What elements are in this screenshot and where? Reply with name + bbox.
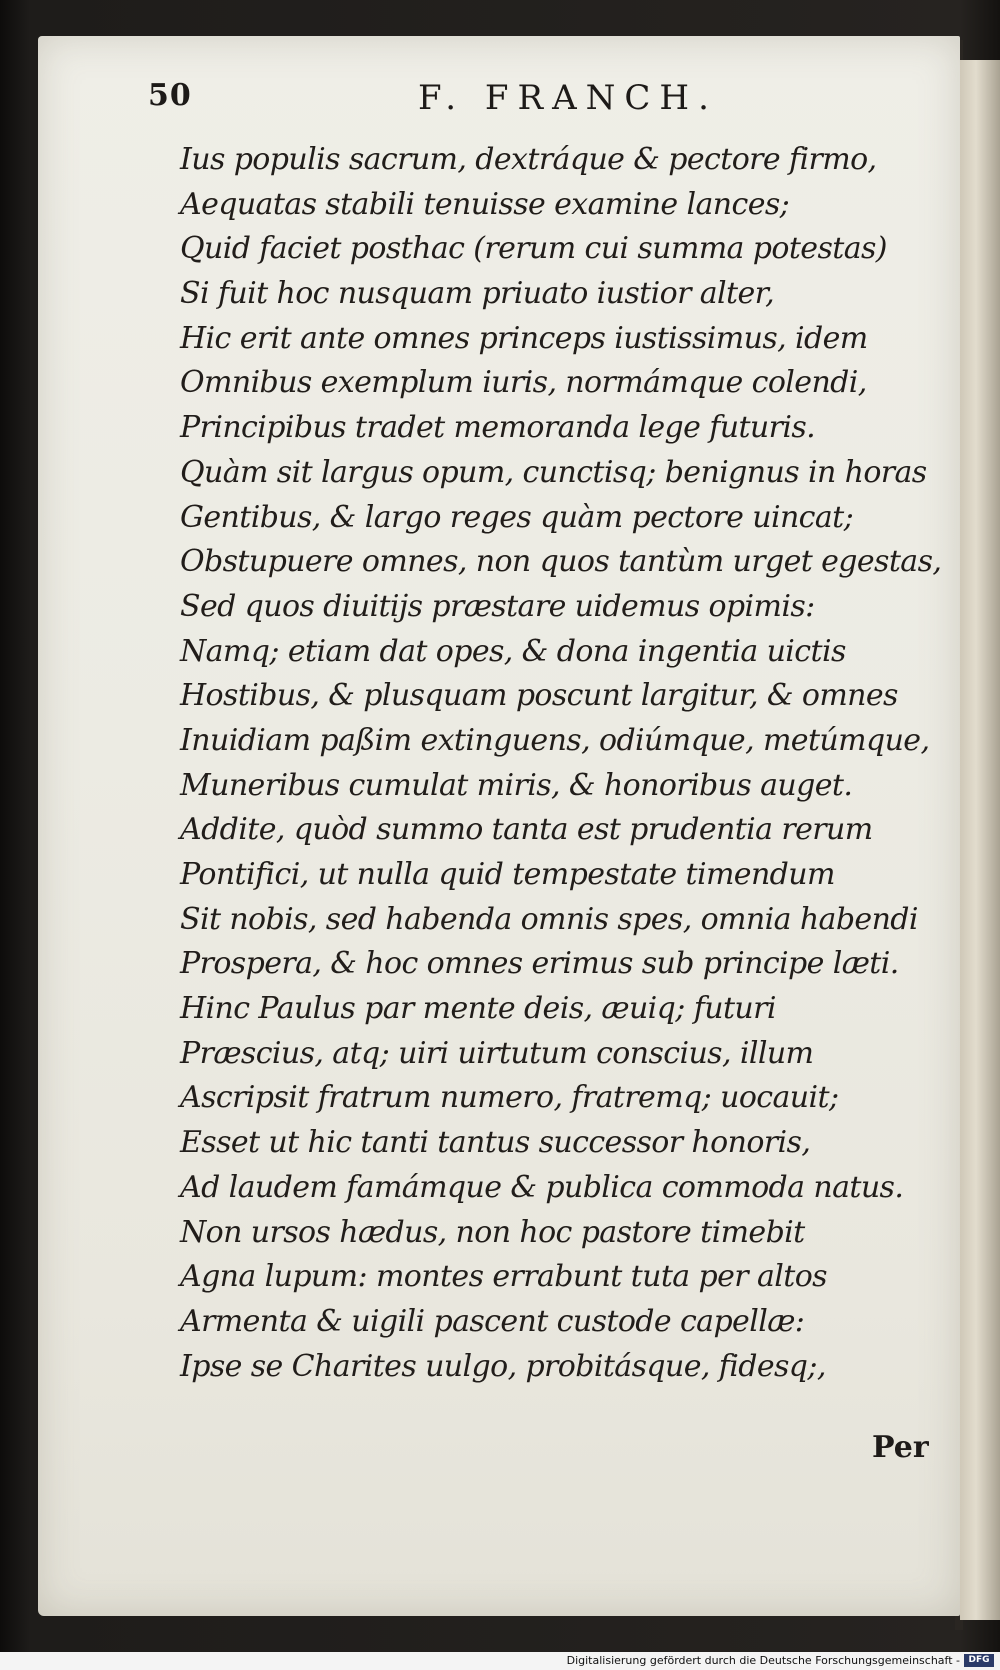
verse-line: Gentibus, & largo reges quàm pectore uincat; [180,499,854,535]
verse-line: Ad laudem famámque & publica commoda natus. [180,1169,904,1205]
digitization-credit: Digitalisierung gefördert durch die Deutsche Forschungsgemeinschaft - [566,1654,960,1667]
verse-line: Addite, quòd summo tanta est prudentia rerum [180,812,873,848]
page-header [148,78,908,128]
verse-line: Hinc Paulus par mente deis, æuiq; futuri [180,991,776,1027]
running-head: F. FRANCH. [418,78,718,118]
verse-line: Quàm sit largus opum, cunctisq; benignus in horas [180,454,927,490]
verse-line: Namq; etiam dat opes, & dona ingentia uictis [180,633,846,669]
verse-line: Inuidiam paßim extinguens, odiúmque, metúmque, [180,722,930,758]
verse-line: Principibus tradet memoranda lege futuris. [180,410,816,446]
verse-line: Pontifici, ut nulla quid tempestate timendum [180,857,835,892]
verse-line: Si fuit hoc nusquam priuato iustior alter, [180,276,775,312]
facing-page [960,60,1000,1620]
verse-line: Armenta & uigili pascent custode capellæ: [180,1303,805,1339]
verse-line: Sed quos diuitijs præstare uidemus opimis: [180,588,815,624]
verse-line: Esset ut hic tanti tantus successor honoris, [180,1125,811,1161]
verse-line: Obstupuere omnes, non quos tantùm urget egestas, [180,544,942,580]
verse-line: Muneribus cumulat miris, & honoribus auget. [180,767,853,803]
verse-line: Aequatas stabili tenuisse examine lances; [180,186,790,222]
verse-line: Ius populis sacrum, dextráque & pectore firmo, [180,142,877,177]
verse-line: Prospera, & hoc omnes erimus sub principe læti. [180,946,899,982]
verse-line: Agna lupum: montes errabunt tuta per altos [180,1259,827,1295]
catchword: Per [872,1430,929,1465]
verse-line: Hic erit ante omnes princeps iustissimus, idem [180,320,868,356]
verse-line: Ipse se Charites uulgo, probitásque, fidesq;, [180,1348,826,1384]
verse-line: Non ursos hædus, non hoc pastore timebit [180,1214,805,1250]
verse-line: Sit nobis, sed habenda omnis spes, omnia habendi [180,901,918,937]
verse-line: Omnibus exemplum iuris, normámque colendi, [180,365,867,401]
page-number: 50 [148,78,192,113]
verse-text [180,138,942,1389]
verse-line: Hostibus, & plusquam poscunt largitur, & omnes [180,678,898,714]
verse-line: Quid faciet posthac (rerum cui summa potestas) [180,231,887,267]
verse-line: Præscius, atq; uiri uirtutum conscius, illum [180,1035,814,1071]
verse-line: Ascripsit fratrum numero, fratremq; uocauit; [180,1080,839,1116]
dfg-logo: DFG [964,1654,994,1667]
